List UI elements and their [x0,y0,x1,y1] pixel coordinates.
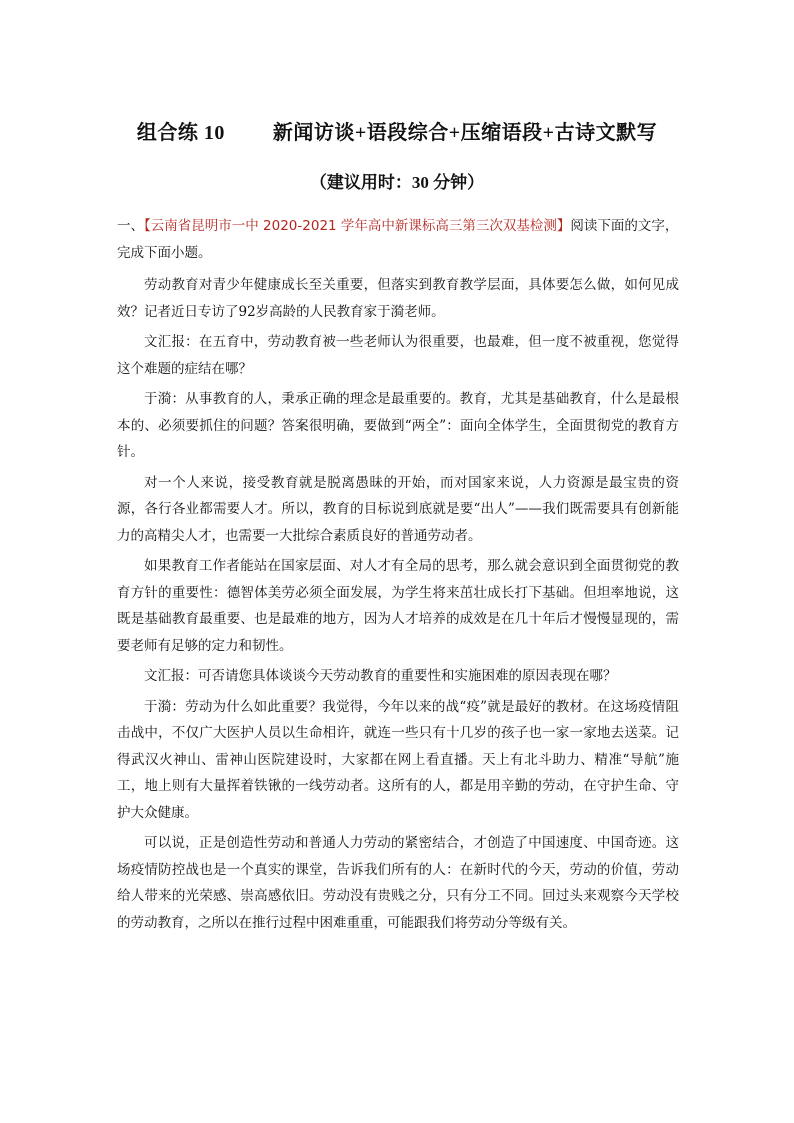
paragraph: 可以说，正是创造性劳动和普通人力劳动的紧密结合，才创造了中国速度、中国奇迹。这场疫情防控战也是一个真实的课堂，告诉我们所有的人：在新时代的今天，劳动的价值，劳动给人带来的光荣感、崇高感依旧。劳动没有贵贱之分，只有分工不同。回过头来观察今天学校的劳动教育，之所以在推行过程中困难重重，可能跟我们将劳动分等级有关。 [117,835,679,931]
paragraph: 对一个人来说，接受教育就是脱离愚昧的开始，而对国家来说，人力资源是最宝贵的资源，各行各业都需要人才。所以，教育的目标说到底就是要“出人”——我们既需要具有创新能力的高精尖人才，也需要一大批综合素质良好的普通劳动者。 [117,474,679,544]
paragraph: 如果教育工作者能站在国家层面、对人才有全局的思考，那么就会意识到全面贯彻党的教育方针的重要性：德智体美劳必须全面发展，为学生将来茁壮成长打下基础。但坦率地说，这既是基础教育最重要、也是最难的地方，因为人才培养的成效是在几十年后才慢慢显现的，需要老师有足够的定力和韧性。 [117,558,679,654]
question-instruction: 阅读下面的文字，完成下面小题。 [117,218,679,261]
page-title [0,116,794,145]
paragraph: 文汇报：可否请您具体谈谈今天劳动教育的重要性和实施困难的原因表现在哪？ [144,668,617,684]
paragraph: 于漪：从事教育的人，秉承正确的理念是最重要的。教育，尤其是基础教育，什么是最根本的、必须要抓住的问题？答案很明确，要做到“两全”：面向全体学生，全面贯彻党的教育方针。 [117,391,679,460]
page-subtitle: （建议用时：30 分钟） [309,173,485,192]
paragraph: 于漪：劳动为什么如此重要？我觉得，今年以来的战“疫”就是最好的教材。在这场疫情阻击战中，不仅广大医护人员以生命相许，就连一些只有十几岁的孩子也一家一家地去送菜。记得武汉火神山、雷神山医院建设时，大家都在网上看直播。天上有北斗助力、精准“导航”施工，地上则有大量挥着铁锹的一线劳动者。这所有的人，都是用辛勤的劳动，在守护生命、守护大众健康。 [117,698,679,821]
paragraph: 文汇报：在五育中，劳动教育被一些老师认为很重要，也最难，但一度不被重视，您觉得这个难题的症结在哪？ [117,334,679,377]
paragraph: 劳动教育对青少年健康成长至关重要，但落实到教育教学层面，具体要怎么做，如何见成效？记者近日专访了92岁高龄的人民教育家于漪老师。 [117,277,679,320]
title-right: 新闻访谈+语段综合+压缩语段+古诗文默写 [272,122,658,144]
document-body [117,213,679,936]
question-number: 一、 [117,218,144,234]
question-source: 【云南省昆明市一中 2020-2021 学年高中新课标高三第三次双基检测】 [144,218,571,234]
question-heading [117,213,679,266]
title-left: 组合练 10 [136,122,225,144]
